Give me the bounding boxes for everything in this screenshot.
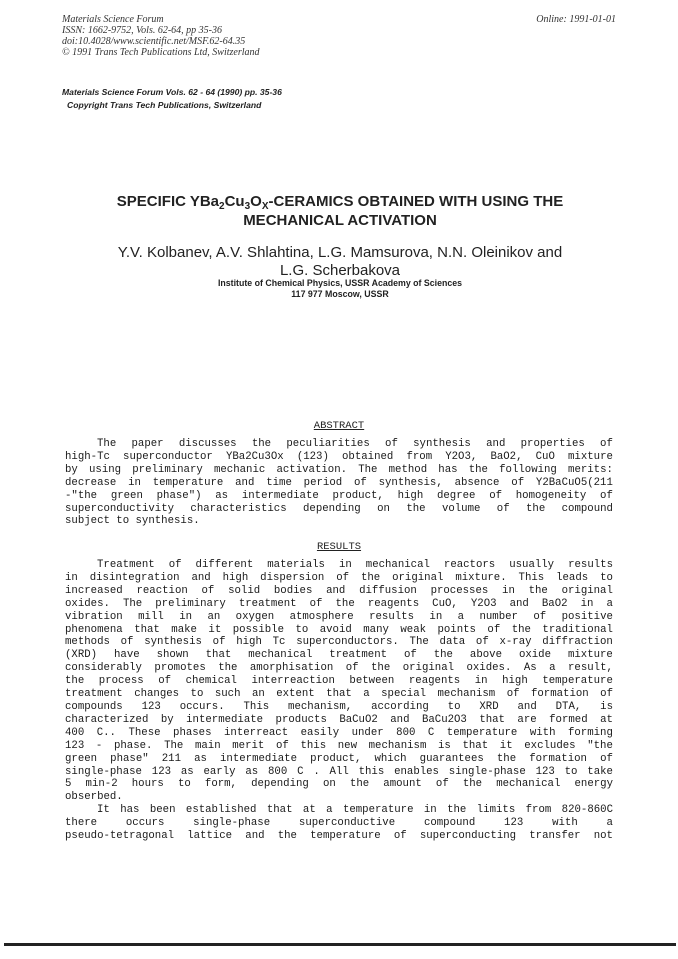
text-line: compounds 123 occurs. This mechanism, according to XRD and DTA, is xyxy=(65,700,613,713)
online-date: Online: 1991-01-01 xyxy=(536,14,616,25)
results-body xyxy=(65,559,613,843)
text-line: high-Tc superconductor YBa2Cu3Ox (123) obtained from Y2O3, BaO2, CuO mixture xyxy=(65,450,613,463)
text-line: treatment changes to such an extent that a special mechanism of formation of xyxy=(65,688,613,701)
text-line: The paper discusses the peculiarities of synthesis and properties of xyxy=(97,438,613,450)
text-line: considerably promotes the amorphisation of the original oxides. As a result, xyxy=(65,662,613,675)
text-line: vibration mill in an oxygen atmosphere results in a number of positive xyxy=(65,610,613,623)
text-line: obserbed. xyxy=(65,791,123,804)
text-line: there occurs single-phase superconductive compound 123 with a xyxy=(65,817,613,830)
meta-line: ISSN: 1662-9752, Vols. 62-64, pp 35-36 xyxy=(62,25,222,36)
text-line: the process of chemical interreaction between reagents in high temperature xyxy=(65,675,613,688)
text-line: It has been established that at a temperature in the limits from 820-860C xyxy=(97,804,613,817)
text-line: (XRD) have shown that mechanical treatment of the above oxide mixture xyxy=(65,649,613,662)
header-meta xyxy=(62,14,260,58)
meta-line: Materials Science Forum xyxy=(62,14,164,25)
bottom-rule xyxy=(4,943,676,946)
text-line: in disintegration and high dispersion of the original mixture. This leads to xyxy=(65,571,613,584)
meta-line: doi:10.4028/www.scientific.net/MSF.62-64.35 xyxy=(62,36,246,47)
authors: Y.V. Kolbanev, A.V. Shlahtina, L.G. Mamsurova, N.N. Oleinikov and L.G. Scherbakova xyxy=(117,244,563,279)
text-line: 123 - phase. The main merit of this new mechanism is that it excludes "the xyxy=(65,739,613,752)
abstract-body xyxy=(65,438,613,528)
text-line: green phase" 211 as intermediate product, which guarantees the formation of xyxy=(65,752,613,765)
abstract-heading: ABSTRACT xyxy=(313,420,365,432)
text-line: superconductivity characteristics depending on the volume of the compound xyxy=(65,502,613,515)
text-line: characterized by intermediate products BaCuO2 and BaCu2O3 that are formed at xyxy=(65,713,613,726)
text-line: oxides. The preliminary treatment of the reagents CuO, Y2O3 and BaO2 in a xyxy=(65,597,613,610)
text-line: methods of synthesis of high Tc superconductors. The data of x-ray diffraction xyxy=(65,636,613,649)
text-line: pseudo-tetragonal lattice and the temperature of superconducting transfer not xyxy=(65,830,613,843)
text-line: subject to synthesis. xyxy=(65,515,200,528)
copyright-line: Copyright Trans Tech Publications, Switzerland xyxy=(67,100,262,110)
text-line: 400 C.. These phases interreact easily under 800 C temperature with forming xyxy=(65,726,613,739)
text-line: decrease in temperature and time period of synthesis, absence of Y2BaCuO5(211 xyxy=(65,476,613,489)
affiliation: Institute of Chemical Physics, USSR Academy of Sciences 117 977 Moscow, USSR xyxy=(217,278,463,299)
text-line: single-phase 123 as early as 800 C . All this enables single-phase 123 to take xyxy=(65,765,613,778)
text-line: by using preliminary mechanic activation. The method has the following merits: xyxy=(65,463,613,476)
text-line: 5 min-2 hours to form, depending on the amount of the mechanical energy xyxy=(65,778,613,791)
text-line: Treatment of different materials in mechanical reactors usually results xyxy=(97,559,613,571)
results-heading: RESULTS xyxy=(316,541,362,553)
text-line: -"the green phase") as intermediate product, high degree of homogeneity of xyxy=(65,489,613,502)
paper-title: SPECIFIC $YBa_2Cu_3O_X$-CERAMICS OBTAINED WITH USING THE MECHANICAL ACTIVATION xyxy=(116,193,564,229)
text-line: phenomena that make it possible to avoid many weak points of the traditional xyxy=(65,623,613,636)
meta-line: © 1991 Trans Tech Publications Ltd, Switzerland xyxy=(62,47,260,58)
journal-line: Materials Science Forum Vols. 62 - 64 (1990) pp. 35-36 xyxy=(62,87,282,97)
journal-info xyxy=(62,86,282,112)
text-line: increased reaction of solid bodies and diffusion processes in the original xyxy=(65,584,613,597)
